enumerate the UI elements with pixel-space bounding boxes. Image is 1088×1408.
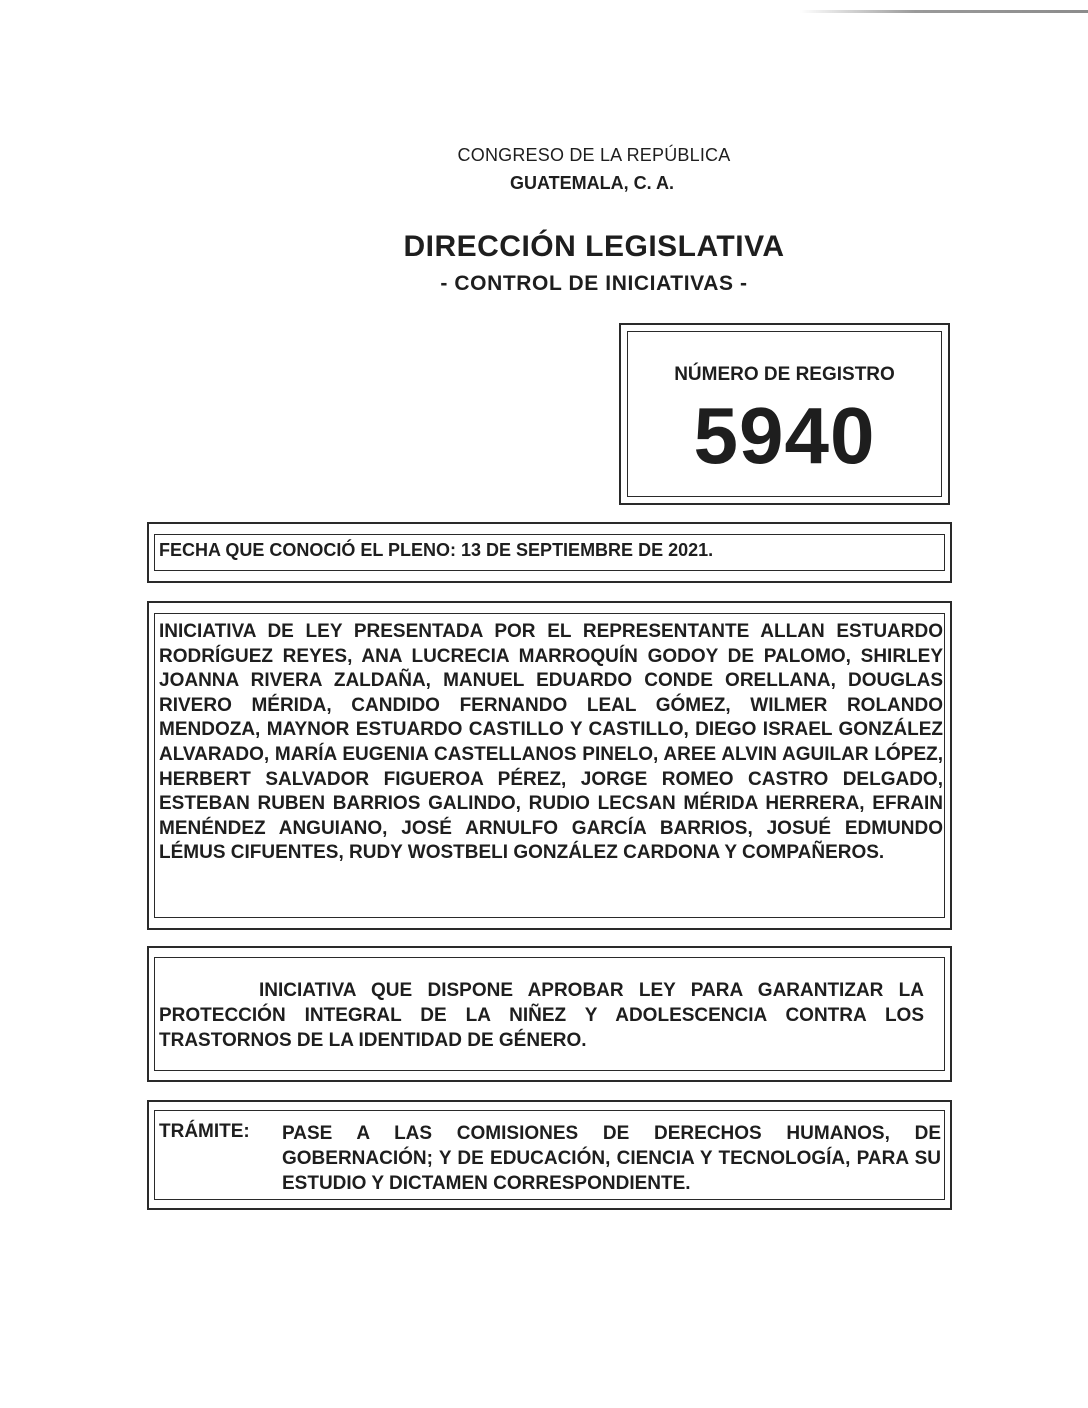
iniciativa-box: [147, 601, 952, 930]
disposicion-inner-frame: [154, 957, 945, 1071]
iniciativa-inner-frame: [154, 613, 945, 918]
disposicion-box: [147, 946, 952, 1082]
registro-inner-frame: [627, 331, 942, 497]
institution-name: CONGRESO DE LA REPÚBLICA: [457, 145, 731, 165]
registro-box: [619, 323, 950, 505]
fecha-inner-frame: [154, 534, 945, 571]
registro-label: NÚMERO DE REGISTRO: [674, 364, 895, 385]
tramite-label: TRÁMITE:: [159, 1121, 250, 1142]
tramite-box: [147, 1100, 952, 1210]
iniciativa-text: INICIATIVA DE LEY PRESENTADA POR EL REPRESENTANTE ALLAN ESTUARDO RODRÍGUEZ REYES, ANA LUCRECIA MARROQUÍN GODOY DE PALOMO, SHIRLEY JOANNA RIVERA ZALDAÑA, MANUEL EDUARDO CONDE ORELLANA, DOUGLAS RIVERO MÉRIDA, CANDIDO FERNANDO LEAL GÓMEZ, WILMER ROLANDO MENDOZA, MAYNOR ESTUARDO CASTILLO Y CASTILLO, DIEGO ISRAEL GONZÁLEZ ALVARADO, MARÍA EUGENIA CASTELLANOS PINELO, AREE ALVIN AGUILAR LÓPEZ, HERBERT SALVADOR FIGUEROA PÉREZ, JORGE ROMEO CASTRO DELGADO, ESTEBAN RUBEN BARRIOS GALINDO, RUDIO LECSAN MÉRIDA HERRERA, EFRAIN MENÉNDEZ ANGUIANO, JOSÉ ARNULFO GARCÍA BARRIOS, JOSUÉ EDMUNDO LÉMUS CIFUENTES, RUDY WOSTBELI GONZÁLEZ CARDONA Y COMPAÑEROS.: [159, 621, 943, 864]
scan-edge-artifact: [800, 10, 1088, 13]
section-subtitle: - CONTROL DE INICIATIVAS -: [440, 272, 748, 295]
country-name: GUATEMALA, C. A.: [510, 173, 674, 193]
department-title: DIRECCIÓN LEGISLATIVA: [403, 230, 785, 263]
fecha-text: FECHA QUE CONOCIÓ EL PLENO: 13 DE SEPTIEMBRE DE 2021.: [159, 540, 714, 560]
tramite-text: PASE A LAS COMISIONES DE DERECHOS HUMANOS, DE GOBERNACIÓN; Y DE EDUCACIÓN, CIENCIA Y TECNOLOGÍA, PARA SU ESTUDIO Y DICTAMEN CORRESPONDIENTE.: [282, 1123, 941, 1194]
fecha-box: [147, 522, 952, 583]
tramite-inner-frame: [154, 1110, 945, 1200]
registro-number: 5940: [693, 391, 876, 480]
disposicion-text: INICIATIVA QUE DISPONE APROBAR LEY PARA GARANTIZAR LA PROTECCIÓN INTEGRAL DE LA NIÑEZ Y ADOLESCENCIA CONTRA LOS TRASTORNOS DE LA IDENTIDAD DE GÉNERO.: [159, 980, 924, 1051]
